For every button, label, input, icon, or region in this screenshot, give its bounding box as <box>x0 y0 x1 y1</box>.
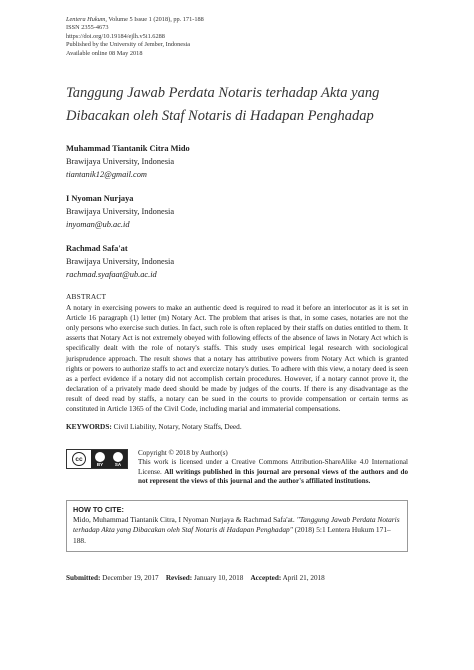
publisher: Published by the University of Jember, Indonesia <box>66 41 191 49</box>
journal-name: Lentera Hukum <box>66 16 106 23</box>
sa-label: SA <box>114 461 122 467</box>
cc-logo-text: cc <box>72 452 86 466</box>
revised-label: Revised: <box>165 573 193 582</box>
issn: ISSN 2355-4673 <box>66 24 109 32</box>
by-mark <box>95 452 105 467</box>
submitted-label: Submitted: <box>66 573 101 582</box>
author-name: I Nyoman Nurjaya <box>66 194 134 204</box>
by-label: BY <box>96 461 104 467</box>
citation-source: (2018) 5:1 Lentera Hukum 171–188. <box>73 525 391 545</box>
available-online: Available online 08 May 2018 <box>66 49 143 57</box>
keywords-text: Civil Liability, Notary, Notary Staffs, Deed. <box>111 422 242 432</box>
person-icon <box>95 452 105 462</box>
cc-attribution-panel <box>91 450 127 468</box>
author-affiliation: Brawijaya University, Indonesia <box>66 207 175 217</box>
license-section <box>66 449 408 486</box>
author-block <box>66 192 408 231</box>
author-name: Rachmad Safa'at <box>66 244 128 254</box>
cc-logo-icon <box>67 450 91 468</box>
revised-date: January 10, 2018 <box>192 573 244 582</box>
journal-metadata <box>66 16 408 58</box>
cc-by-sa-badge[interactable] <box>66 449 128 469</box>
author-affiliation: Brawijaya University, Indonesia <box>66 257 175 267</box>
license-description: This work is licensed under a Creative Commons Attribution-ShareAlike 4.0 International License. <box>138 458 408 476</box>
license-text <box>138 449 408 486</box>
citation-title: "Tanggung Jawab Perdata Notaris terhadap Akta yang Dibacakan oleh Staf Notaris di Hadapan Penghadap" <box>73 515 400 535</box>
accepted-label: Accepted: <box>250 573 282 582</box>
abstract-text: A notary in exercising powers to make an authentic deed is required to read it before an interlocutor as it is set in Article 16 paragraph (1) letter (m) Notary Act. The problem that arises is that, in some cases, notaries are not the only persons who exercise such duties. In fact, such role is often replaced by their staffs on duties entitled to them. It asserts that Notary Act is not extremely obeyed with following effects of the absence of laws in Notary Act which is specifically dealt with the role of notary's staffs. This study uses empirical legal research with sociological jurisprudence approach. The result shows that a notary has attributive powers from Notary Act which is granted rights or powers to authorize staffs to act and exercize notary's duties. To adhere with this view, a notary deed is seen as a perfect evidence if a notary did not accomplish certain procedures. However, if a notary cannot prove it, the declaration of a privately made deed should be made by judges of the courts. If there is any disadvantage as the result of deed read by staffs, a notary can be sued in the courts to provide compensation or certain terms as constituted in Article 1365 of the Civil Code, including marial and immaterial compensations. <box>66 303 408 413</box>
author-block <box>66 142 408 181</box>
author-affiliation: Brawijaya University, Indonesia <box>66 157 175 167</box>
author-block <box>66 242 408 281</box>
submission-dates <box>66 574 408 582</box>
title-line-2: Dibacakan oleh Staf Notaris di Hadapan Penghadap <box>66 108 374 125</box>
author-email[interactable]: rachmad.syafaat@ub.ac.id <box>66 270 157 280</box>
copyright-line: Copyright © 2018 by Author(s) <box>138 449 228 458</box>
author-list <box>66 142 408 281</box>
citation-text <box>73 515 401 546</box>
paper-title <box>66 82 408 128</box>
author-email[interactable]: inyoman@ub.ac.id <box>66 220 130 230</box>
journal-citation-line <box>66 16 408 24</box>
share-alike-icon <box>113 452 123 462</box>
license-statement <box>138 458 408 486</box>
journal-volume: , Volume 5 Issue 1 (2018), pp. 171-188 <box>105 16 204 23</box>
submitted-date: December 19, 2017 <box>100 573 159 582</box>
keywords-label: KEYWORDS: <box>66 422 112 432</box>
author-email[interactable]: tiantanik12@gmail.com <box>66 170 147 180</box>
title-line-1: Tanggung Jawab Perdata Notaris terhadap Akta yang <box>66 85 380 102</box>
accepted-date: April 21, 2018 <box>281 573 325 582</box>
author-name: Muhammad Tiantanik Citra Mido <box>66 144 190 154</box>
citation-authors: Mido, Muhammad Tiantanik Citra, I Nyoman Nurjaya & Rachmad Safa'at. <box>73 515 297 525</box>
doi-link[interactable]: https://doi.org/10.19184/ejlh.v5i1.6288 <box>66 32 165 40</box>
how-to-cite-heading: HOW TO CITE: <box>73 505 124 515</box>
abstract-heading: ABSTRACT <box>66 292 107 302</box>
how-to-cite-box <box>66 500 408 552</box>
keywords <box>66 422 408 431</box>
license-disclaimer: All writings published in this journal are personal views of the authors and do not represent the views of this journal and the author's affiliated institutions. <box>138 467 409 485</box>
sa-mark <box>113 452 123 467</box>
